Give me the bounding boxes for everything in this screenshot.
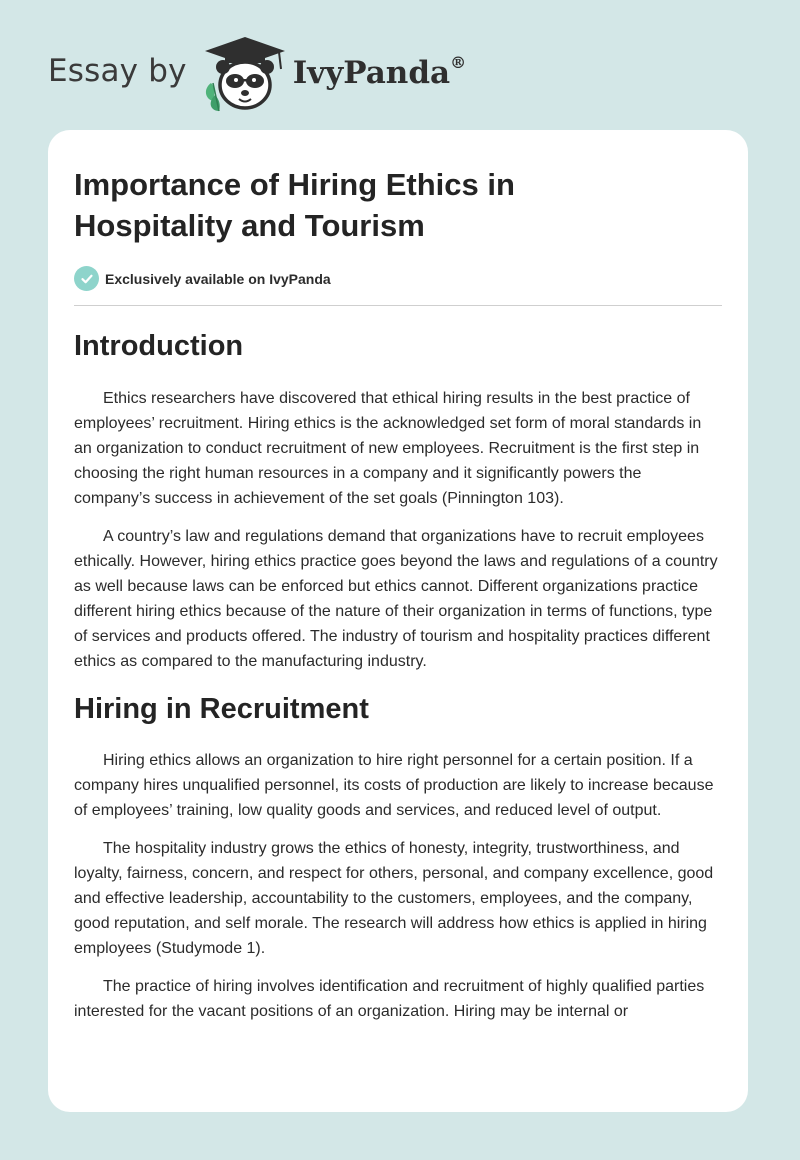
section-introduction — [74, 328, 722, 674]
page-title: Importance of Hiring Ethics in Hospitality and Tourism — [74, 167, 515, 243]
exclusive-text: Exclusively available on IvyPanda — [105, 270, 331, 287]
paragraph: A country’s law and regulations demand that organizations have to recruit employees ethically. However, hiring ethics practice goes beyond the laws and regulations of a country as well because laws can be enforced but ethics cannot. Different organizations practice different hiring ethics because of the nature of their organization in terms of functions, type of services and products offered. The industry of tourism and hospitality practices different ethics as compared to the manufacturing industry. — [74, 528, 718, 670]
paragraph: The practice of hiring involves identification and recruitment of highly qualified parties interested for the vacant positions of an organization. Hiring may be internal or — [74, 978, 705, 1020]
brand-text: IvyPanda — [292, 55, 451, 91]
paragraph: Hiring ethics allows an organization to hire right personnel for a certain position. If a company hires unqualified personnel, its costs of production are likely to increase because of employees’ training, low quality goods and services, and reduced level of output. — [74, 752, 714, 819]
section-hiring-in-recruitment — [74, 691, 722, 1024]
section-heading: Hiring in Recruitment — [74, 693, 369, 725]
panda-graduate-icon[interactable] — [201, 35, 289, 113]
brand-name[interactable] — [292, 52, 467, 91]
exclusive-badge — [74, 266, 722, 306]
section-heading: Introduction — [74, 330, 244, 362]
registered-mark: ® — [450, 52, 467, 72]
essay-by-label: Essay by — [48, 53, 187, 89]
essay-card — [48, 130, 748, 1112]
check-circle-icon — [74, 266, 99, 291]
paragraph: The hospitality industry grows the ethics of honesty, integrity, trustworthiness, and loyalty, fairness, concern, and respect for others, personal, and company excellence, good and effective leadership, accountability to the customers, employees, and the company, good reputation, and self morale. The research will address how ethics is applied in hiring employees (Studymode 1). — [74, 840, 714, 957]
paragraph: Ethics researchers have discovered that ethical hiring results in the best practice of employees’ recruitment. Hiring ethics is the acknowledged set form of moral standards in an organization to conduct recruitment of new employees. Recruitment is the first step in choosing the right human resources in a company and it significantly powers the company’s success in achievement of the set goals (Pinnington 103). — [74, 390, 702, 507]
site-header — [48, 34, 466, 114]
